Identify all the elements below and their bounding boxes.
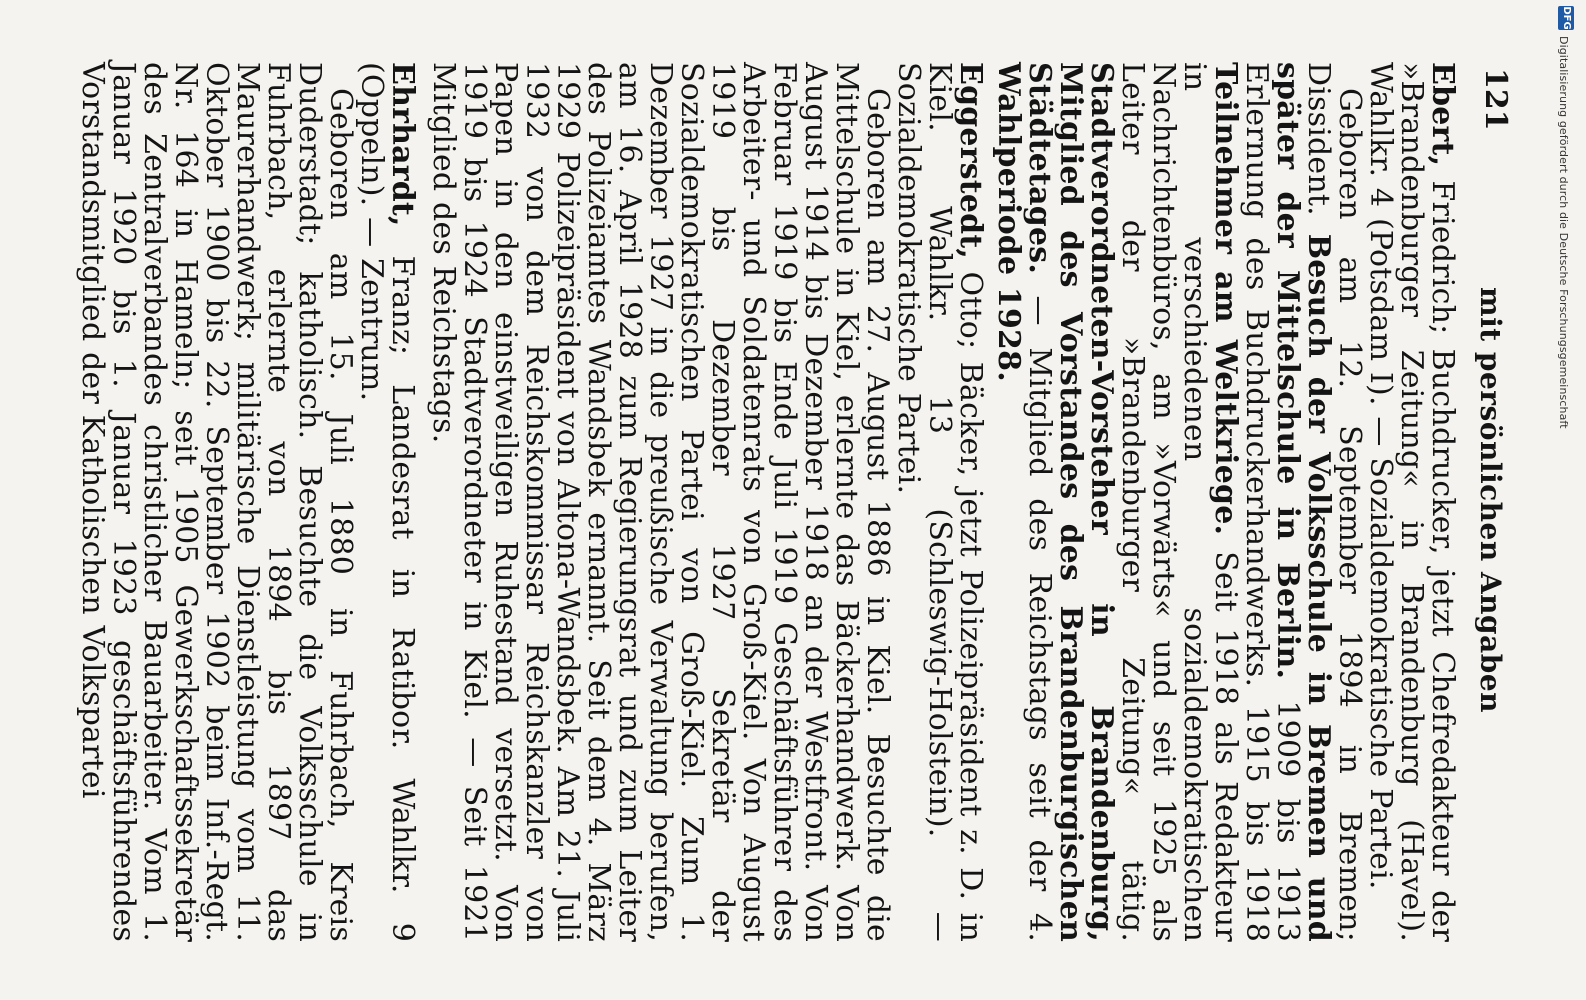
body-text: Seit 1918 als Redakteur in verschiedenen sozialdemokratischen Nachrichtenbüros, am »Vorwärts« und seit 1925 als Leiter der »Brandenburger Zeitung« tätig.: [1115, 62, 1243, 942]
entry-body: Geboren am 27. August 1886 in Kiel. Besuchte die Mittelschule in Kiel, erlernte das Bäckerhandwerk. Von August 1914 bis Dezember 1918 an der Westfront. Von Februar 1919 bis Ende Juli 1919 Geschäftsführer des Arbeiter- und Soldatenrats von Groß-Kiel. Von August 1919 bis Dezember 1927 Sekretär der Sozialdemokratischen Partei von Groß-Kiel. Zum 1. Dezember 1927 in die preußische Verwaltung berufen, am 16. April 1928 zum Regierungsrat und zum Leiter des Polizeiamtes Wandsbek ernannt. Seit dem 4. März 1929 Polizeipräsident von Altona-Wandsbek. Am 21. Juli 1932 von dem Reichskommissar Reichskanzler von Papen in den einstweiligen Ruhestand versetzt. Von 1919 bis 1924 Stadtverordneter in Kiel. — Seit 1921 Mitglied des Reichstags.: [426, 62, 895, 942]
entry-body: [993, 62, 1365, 942]
body-text: — Mitglied des Reichstags seit der 4.: [1022, 273, 1057, 942]
entry-heading-text: Franz; Landesrat in Ratibor. Wahlkr. 9 (Oppeln). — Zentrum.: [354, 62, 420, 942]
entry-heading: [893, 62, 986, 942]
entry-heading-text: Otto; Bäcker, jetzt Polizeipräsident z. D. in Kiel. Wahlkr. 13 (Schleswig-Holstein). — Sozialdemokratische Partei.: [891, 62, 988, 942]
scan-credit: Digitalisierung gefördert durch die Deutsche Forschungsgemeinschaft: [1557, 36, 1570, 429]
body-text: 1909 bis 1913 Erlernung des Buchdruckerhandwerks. 1915 bis 1918: [1239, 62, 1305, 942]
scan-gutter: [1546, 0, 1586, 1000]
body-bold-text: Teilnehmer am Weltkriege.: [1208, 62, 1243, 536]
body-text: Geboren am 12. September 1894 in Bremen; Dissident.: [1301, 62, 1367, 942]
body-bold-text: Stadtverordneten-Vorsteher in Brandenburg, Mitglied des Vorstandes des Brandenburgischen Städtetages.: [1022, 62, 1119, 942]
entry-heading-text: Friedrich; Buchdrucker, jetzt Chefredakteur der »Brandenburger Zeitung« in Brandenburg (Havel). Wahlkr. 4 (Potsdam I). — Sozialdemokratische Partei.: [1363, 62, 1460, 942]
entry-name: Ehrhardt,: [385, 62, 420, 227]
running-header: [1461, 0, 1521, 1000]
dfg-logo: DFG: [1558, 6, 1574, 30]
entry-name: Eggerstedt,: [953, 62, 988, 260]
entry-eggerstedt: [428, 62, 986, 942]
body-bold-text: Wahlperiode 1928.: [991, 62, 1026, 382]
entry-body: Geboren am 15. Juli 1880 in Fuhrbach, Kreis Duderstadt; katholisch. Besuchte die Volksschule in Fuhrbach, erlernte von 1894 bis 1897 das Maurerhandwerk; militärische Dienstleistung vom 11. Oktober 1900 bis 22. September 1902 beim Inf.-Regt. Nr. 164 in Hameln; seit 1905 Gewerkschaftssekretär des Zentralverbandes christlicher Bauarbeiter. Vom 1. Januar 1920 bis 1. Januar 1923 geschäftsführendes Vorstandsmitglied der Katholischen Volkspartei: [75, 62, 358, 942]
body-bold-text: Besuch der Volksschule in Bremen und später der Mittelschule in Berlin.: [1270, 62, 1336, 942]
page-number: 121: [1478, 68, 1513, 131]
entry-name: Ebert,: [1425, 62, 1460, 167]
running-title: mit persönlichen Angaben: [1474, 286, 1507, 714]
entry-ehrhardt: [77, 62, 418, 942]
entry-heading: [356, 62, 418, 942]
entry-heading: [1365, 62, 1458, 942]
entry-ebert: [993, 62, 1458, 942]
